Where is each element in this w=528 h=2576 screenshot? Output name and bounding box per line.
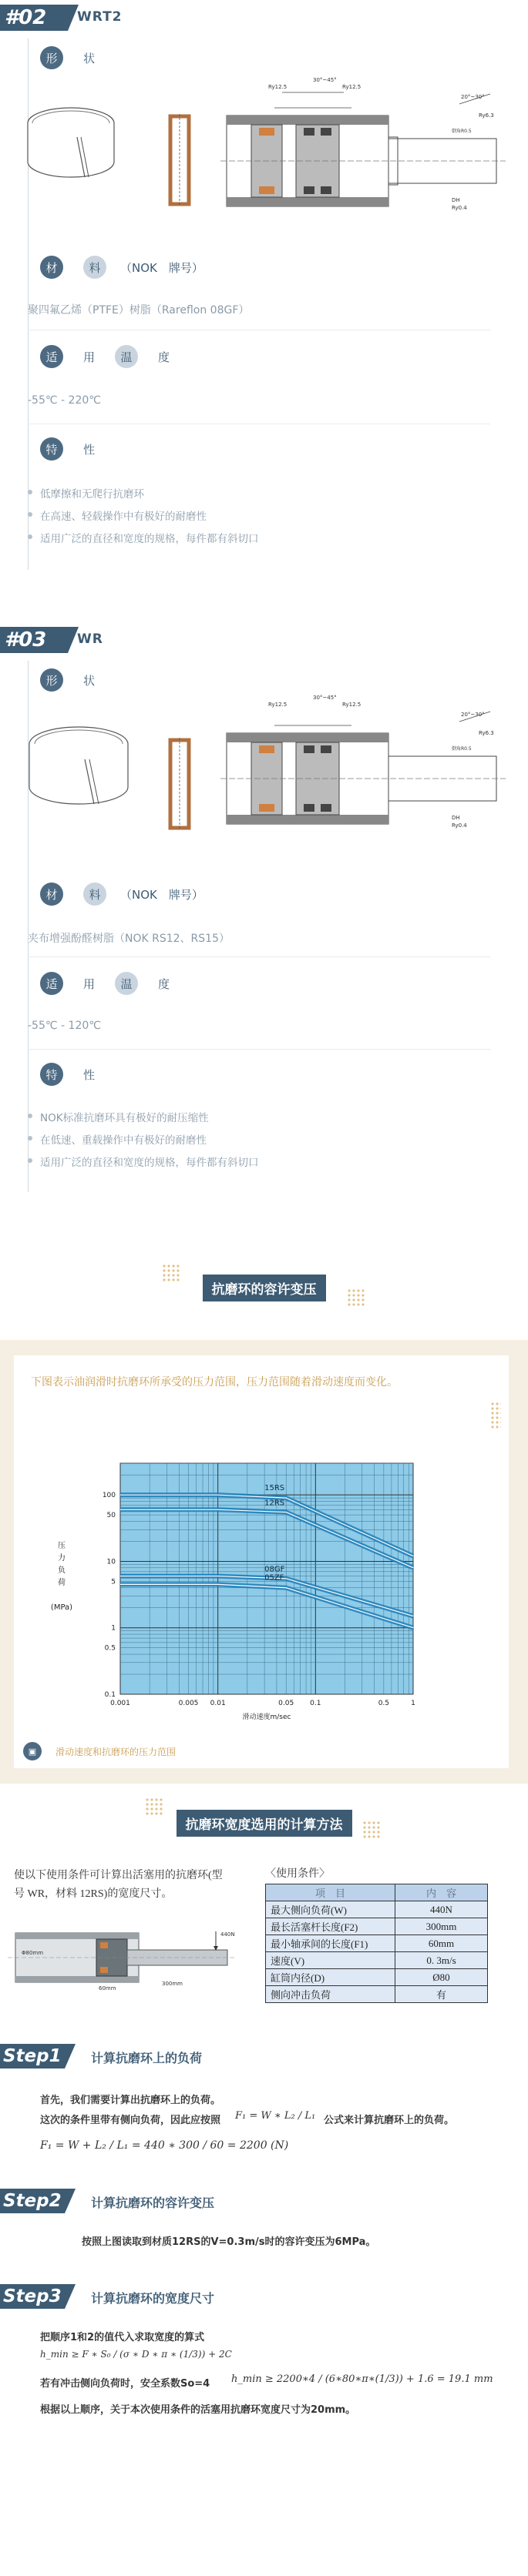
- table-row: 缸筒内径(D) Ø80: [266, 1969, 488, 1986]
- y-tick-label: 1: [111, 1624, 116, 1633]
- conditions-table: [265, 1884, 488, 2003]
- series-label: 05ZF: [264, 1573, 284, 1583]
- x-tick-label: 0.05: [278, 1700, 294, 1707]
- y-tick-label: 50: [106, 1512, 116, 1520]
- list-item: 在低速、重载操作中有极好的耐磨性: [28, 1131, 259, 1147]
- y-tick-label: 100: [102, 1492, 116, 1500]
- feature-list: [28, 1109, 259, 1176]
- ring-illustration: [23, 92, 123, 193]
- ring-cross-section: [168, 738, 191, 830]
- pressure-intro: 下图表示油润滑时抗磨环所承受的压力范围，压力范围随着滑动速度而变化。: [31, 1376, 398, 1388]
- calc-intro: 使以下使用条件可计算出活塞用的抗磨环(型 号 WR，材料 12RS)的宽度尺寸。: [14, 1870, 223, 1900]
- feature-label: 特 性: [40, 437, 95, 461]
- shape-dot: 形: [40, 46, 63, 69]
- shape-label: 形 状: [40, 46, 95, 69]
- section-number: #03: [0, 627, 68, 653]
- assembly-drawing: [205, 687, 513, 841]
- series-label: 08GF: [264, 1565, 285, 1574]
- table-row: 最小轴承间的长度(F1) 60mm: [266, 1935, 488, 1952]
- step-title: 计算抗磨环的容许变压: [91, 2196, 215, 2210]
- series-label: 15RS: [264, 1484, 285, 1493]
- pressure-panel: [0, 1340, 528, 1784]
- feature-label: 特 性: [40, 1063, 95, 1086]
- series-label: 12RS: [264, 1499, 285, 1508]
- chart-icon: ▣: [23, 1742, 42, 1760]
- piston-figure: [8, 1916, 239, 1993]
- x-tick-label: 0.001: [110, 1700, 130, 1707]
- x-tick-label: 0.005: [178, 1700, 199, 1707]
- svg-text:Ry0.4: Ry0.4: [452, 205, 467, 211]
- y-axis-label: 压: [58, 1542, 66, 1550]
- svg-text:60mm: 60mm: [99, 1985, 116, 1991]
- x-tick-label: 1: [411, 1700, 415, 1707]
- temperature-label: 适 用 温 度: [40, 345, 170, 368]
- step-label: Step2: [0, 2189, 65, 2213]
- model-name: WRT2: [77, 9, 123, 25]
- svg-text:20°~30°: 20°~30°: [461, 94, 485, 100]
- svg-text:Ry6.3: Ry6.3: [479, 112, 494, 119]
- svg-text:Φ80mm: Φ80mm: [22, 1950, 44, 1956]
- svg-text:倒角R0.5: 倒角R0.5: [452, 129, 472, 134]
- svg-text:20°~30°: 20°~30°: [461, 712, 485, 718]
- model-name: WR: [77, 631, 103, 647]
- x-tick-label: 0.5: [378, 1700, 390, 1707]
- y-tick-label: 10: [106, 1558, 116, 1566]
- ring-cross-section: [168, 114, 191, 206]
- y-axis-label: 力: [58, 1554, 66, 1563]
- pressure-chart: [45, 1440, 446, 1740]
- shape-label: 形 状: [40, 668, 95, 692]
- svg-text:Ry0.4: Ry0.4: [452, 822, 467, 829]
- svg-text:DH: DH: [452, 197, 460, 203]
- calc-banner-title: 抗磨环宽度选用的计算方法: [177, 1810, 352, 1837]
- svg-text:DH: DH: [452, 815, 460, 821]
- y-axis-label: 荷: [58, 1579, 66, 1587]
- y-axis-label: (MPa): [50, 1603, 73, 1612]
- x-axis-label: 滑动速度m/sec: [242, 1713, 291, 1721]
- feature-list: [28, 485, 259, 552]
- material-label: 材 料 （NOK 牌号）: [40, 883, 203, 906]
- list-item: 适用广泛的直径和宽度的规格，每件都有斜切口: [28, 1154, 259, 1169]
- section-number: #02: [0, 5, 68, 31]
- material-label: 材 料 （NOK 牌号）: [40, 256, 203, 279]
- step-label: Step3: [0, 2284, 65, 2309]
- material-text: 聚四氟乙烯（PTFE）树脂（Rareflon 08GF）: [28, 304, 250, 317]
- conditions: 〈使用条件〉 项 目 内 容 最大侧向负荷(W) 440N 最长活塞杆长度(F2) 300mm 最小轴承间的长度(F1) 60mm 速度(V) 0. 3m/s 缸筒内径(D) Ø80 侧向冲击负荷 有: [265, 1865, 488, 2003]
- temperature-label: 适 用 温 度: [40, 972, 170, 995]
- table-row: 速度(V) 0. 3m/s: [266, 1952, 488, 1969]
- svg-text:Ry12.5: Ry12.5: [342, 84, 362, 90]
- list-item: NOK标准抗磨环具有极好的耐压缩性: [28, 1109, 259, 1124]
- list-item: 在高速、轻载操作中有极好的耐磨性: [28, 507, 259, 523]
- svg-text:440N: 440N: [220, 1931, 235, 1938]
- chart-caption-row: [23, 1742, 176, 1760]
- y-tick-label: 0.1: [104, 1691, 116, 1699]
- list-item: 适用广泛的直径和宽度的规格，每件都有斜切口: [28, 530, 259, 545]
- step-label: Step1: [0, 2044, 65, 2069]
- table-row: 侧向冲击负荷 有: [266, 1986, 488, 2003]
- temperature-text: -55℃ - 220℃: [28, 394, 101, 407]
- list-item: 低摩擦和无爬行抗磨环: [28, 485, 259, 501]
- y-axis-label: 负: [58, 1566, 66, 1575]
- pressure-banner-title: 抗磨环的容许变压: [203, 1275, 326, 1301]
- material-text: 夹布增强酚醛树脂（NOK RS12、RS15）: [28, 933, 230, 945]
- table-row: 最大侧向负荷(W) 440N: [266, 1901, 488, 1918]
- temperature-text: -55℃ - 120℃: [28, 1020, 101, 1032]
- table-row: 项 目 内 容: [266, 1884, 488, 1901]
- table-row: 最长活塞杆长度(F2) 300mm: [266, 1918, 488, 1935]
- calc-banner: [0, 1810, 528, 1837]
- svg-text:30°~45°: 30°~45°: [313, 77, 337, 83]
- svg-text:Ry12.5: Ry12.5: [342, 702, 362, 708]
- x-tick-label: 0.1: [310, 1700, 321, 1707]
- x-tick-label: 0.01: [210, 1700, 226, 1707]
- ring-illustration: [23, 713, 139, 821]
- pressure-banner: [0, 1275, 528, 1301]
- svg-text:300mm: 300mm: [162, 1981, 183, 1987]
- svg-text:30°~45°: 30°~45°: [313, 695, 337, 701]
- y-tick-label: 0.5: [104, 1644, 116, 1653]
- assembly-drawing: [205, 69, 513, 223]
- step-title: 计算抗磨环上的负荷: [91, 2051, 203, 2065]
- y-tick-label: 5: [111, 1578, 116, 1586]
- chart-caption: 滑动速度和抗磨环的压力范围: [55, 1746, 177, 1757]
- svg-text:Ry12.5: Ry12.5: [268, 702, 288, 708]
- step-title: 计算抗磨环的宽度尺寸: [91, 2291, 215, 2306]
- svg-text:Ry12.5: Ry12.5: [268, 84, 288, 90]
- svg-text:Ry6.3: Ry6.3: [479, 730, 494, 736]
- svg-text:倒角R0.5: 倒角R0.5: [452, 746, 472, 752]
